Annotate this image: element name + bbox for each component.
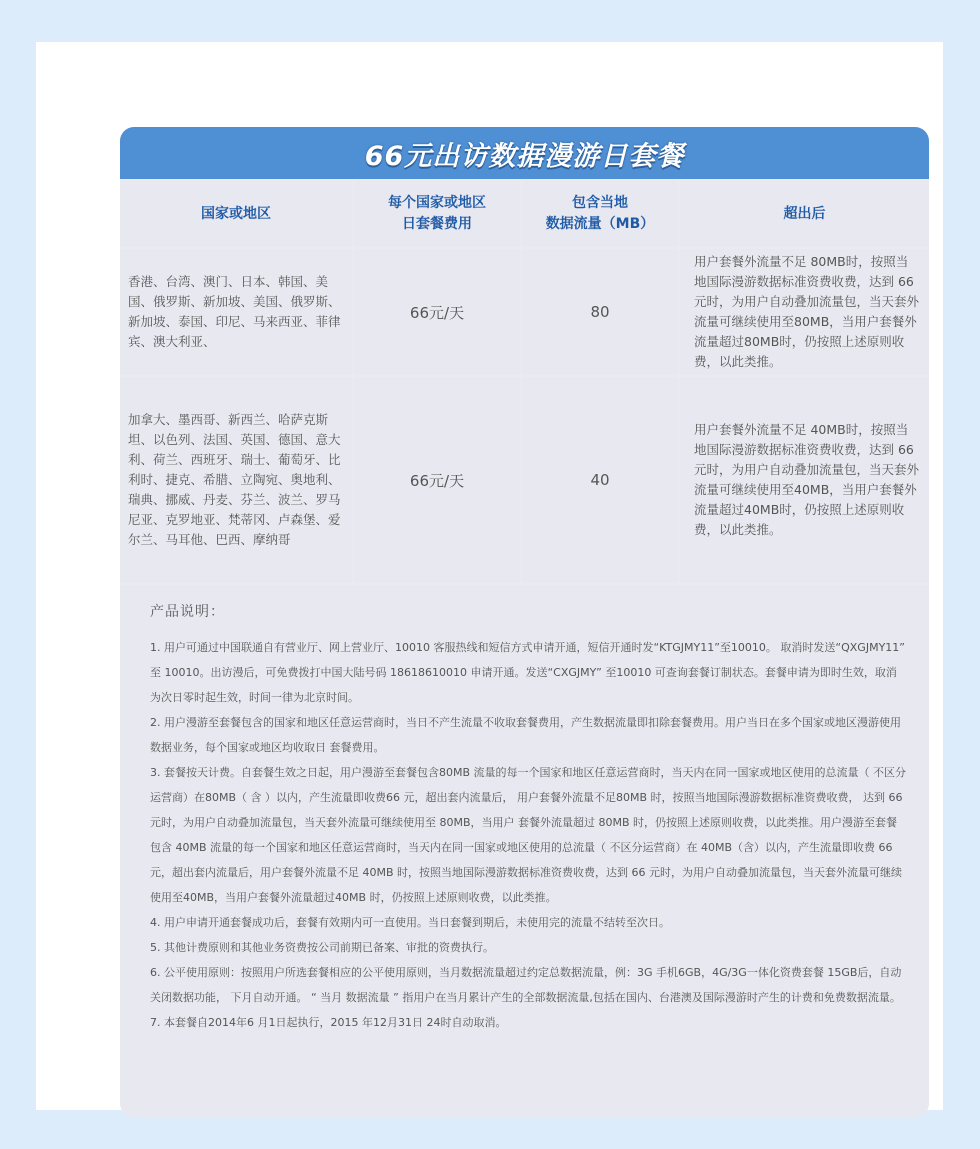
row1-fee-text: 66元/天	[409, 303, 465, 322]
header-fee-line1: 每个国家或地区	[388, 195, 486, 211]
header-data	[522, 181, 678, 247]
page-title: 66元出访数据漫游日套餐	[364, 140, 685, 172]
header-data-line1: 包含当地	[571, 195, 628, 211]
row1-data	[522, 249, 678, 375]
row2-over	[680, 377, 929, 583]
row2-data	[522, 377, 678, 583]
note-item: 2. 用户漫游至套餐包含的国家和地区任意运营商时，当日不产生流量不收取套餐费用，产生数据流量即扣除套餐费用。用户当日在多个国家或地区漫游使用数据业务，每个国家或地区均收取日 套餐费用。	[150, 716, 901, 754]
notes-title: 产品说明：	[150, 604, 225, 620]
row2-data-text: 40	[590, 471, 610, 489]
page-card	[36, 42, 943, 1110]
note-item: 7. 本套餐自2014年6 月1日起执行，2015 年12月31日 24时自动取消。	[150, 1016, 507, 1029]
note-item: 6. 公平使用原则：按照用户所选套餐相应的公平使用原则，当月数据流量超过约定总数据流量，例：3G 手机6GB，4G/3G一体化资费套餐 15GB后，自动关闭数据功能， 下月自动开通。 “ 当月 数据流量 ” 指用户在当月累计产生的全部数据流量,包括在国内、台港澳及国际漫游时产生的计费和免费数据流量。	[150, 966, 902, 1004]
header-over	[680, 181, 929, 247]
note-item: 3. 套餐按天计费。自套餐生效之日起，用户漫游至套餐包含80MB 流量的每一个国家和地区任意运营商时，当天内在同一国家或地区使用的总流量（ 不区分运营商）在80MB（ 含 ）以内，产生流量即收费66 元，超出套内流量后， 用户套餐外流量不足80MB 时，按照当地国际漫游数据标准资费收费， 达到 66 元时，为用户自动叠加流量包，当天套外流量可继续使用至 80MB，当用户 套餐外流量超过 80MB 时，仍按照上述原则收费，以此类推。用户漫游至套餐包含 40MB 流量的每一个国家和地区任意运营商时，当天内在同一国家或地区使用的总流量（ 不区分运营商）在 40MB（含）以内，产生流量即收费 66 元，超出套内流量后，用户套餐外流量不足 40MB 时，按照当地国际漫游数据标准资费收费，达到 66 元时，为用户自动叠加流量包，当天套外流量可继续使用至40MB，当用户套餐外流量超过40MB 时，仍按照上述原则收费，以此类推。	[150, 766, 907, 904]
row2-fee-text: 66元/天	[409, 471, 465, 490]
header-data-label	[546, 193, 655, 235]
row2-countries	[120, 377, 352, 583]
header-fee-line2: 日套餐费用	[402, 216, 472, 232]
header-fee-label	[388, 193, 486, 235]
note-item: 4. 用户申请开通套餐成功后，套餐有效期内可一直使用。当日套餐到期后，未使用完的流量不结转至次日。	[150, 916, 670, 929]
row2-fee	[354, 377, 520, 583]
note-item: 5. 其他计费原则和其他业务资费按公司前期已备案、审批的资费执行。	[150, 941, 494, 954]
header-country-label: 国家或地区	[201, 205, 271, 222]
header-over-label: 超出后	[783, 205, 826, 222]
note-item: 1. 用户可通过中国联通自有营业厅、网上营业厅、10010 客服热线和短信方式申请开通，短信开通时发“KTGJMY11”至10010。 取消时发送“QXGJMY11” 至 10010。出访漫后，可免费拨打中国大陆号码 18618610010 申请开通。发送“CXGJMY” 至10010 可查询套餐订制状态。套餐申请为即时生效，取消为次日零时起生效，时间一律为北京时间。	[150, 641, 905, 704]
title-bar	[120, 127, 929, 179]
row1-over	[680, 249, 929, 375]
row1-over-text: 用户套餐外流量不足 80MB时，按照当地国际漫游数据标准资费收费，达到 66 元时，为用户自动叠加流量包，当天套外流量可继续使用至80MB，当用户套餐外流量超过80MB时，仍按照上述原则收费，以此类推。	[694, 254, 920, 369]
product-notes	[120, 585, 929, 1117]
row1-data-text: 80	[590, 303, 610, 321]
package-panel	[120, 127, 929, 1117]
row1-fee	[354, 249, 520, 375]
header-fee	[354, 181, 520, 247]
row1-countries-text: 香港、台湾、澳门、日本、韩国、美国、俄罗斯、新加坡、美国、俄罗斯、新加坡、泰国、印尼、马来西亚、菲律宾、澳大利亚、	[128, 274, 341, 349]
header-data-line2: 数据流量（MB）	[545, 216, 655, 232]
row2-over-text: 用户套餐外流量不足 40MB时，按照当地国际漫游数据标准资费收费，达到 66 元时，为用户自动叠加流量包，当天套外流量可继续使用至40MB，当用户套餐外流量超过40MB时，仍按照上述原则收费，以此类推。	[694, 422, 920, 537]
header-country	[120, 181, 352, 247]
row1-countries	[120, 249, 352, 375]
row2-countries-text: 加拿大、墨西哥、新西兰、哈萨克斯坦、以色列、法国、英国、德国、意大利、荷兰、西班牙、瑞士、葡萄牙、比利时、捷克、希腊、立陶宛、奥地利、瑞典、挪威、丹麦、芬兰、波兰、罗马尼亚、克罗地亚、梵蒂冈、卢森堡、爱尔兰、马耳他、巴西、摩纳哥	[128, 412, 341, 547]
